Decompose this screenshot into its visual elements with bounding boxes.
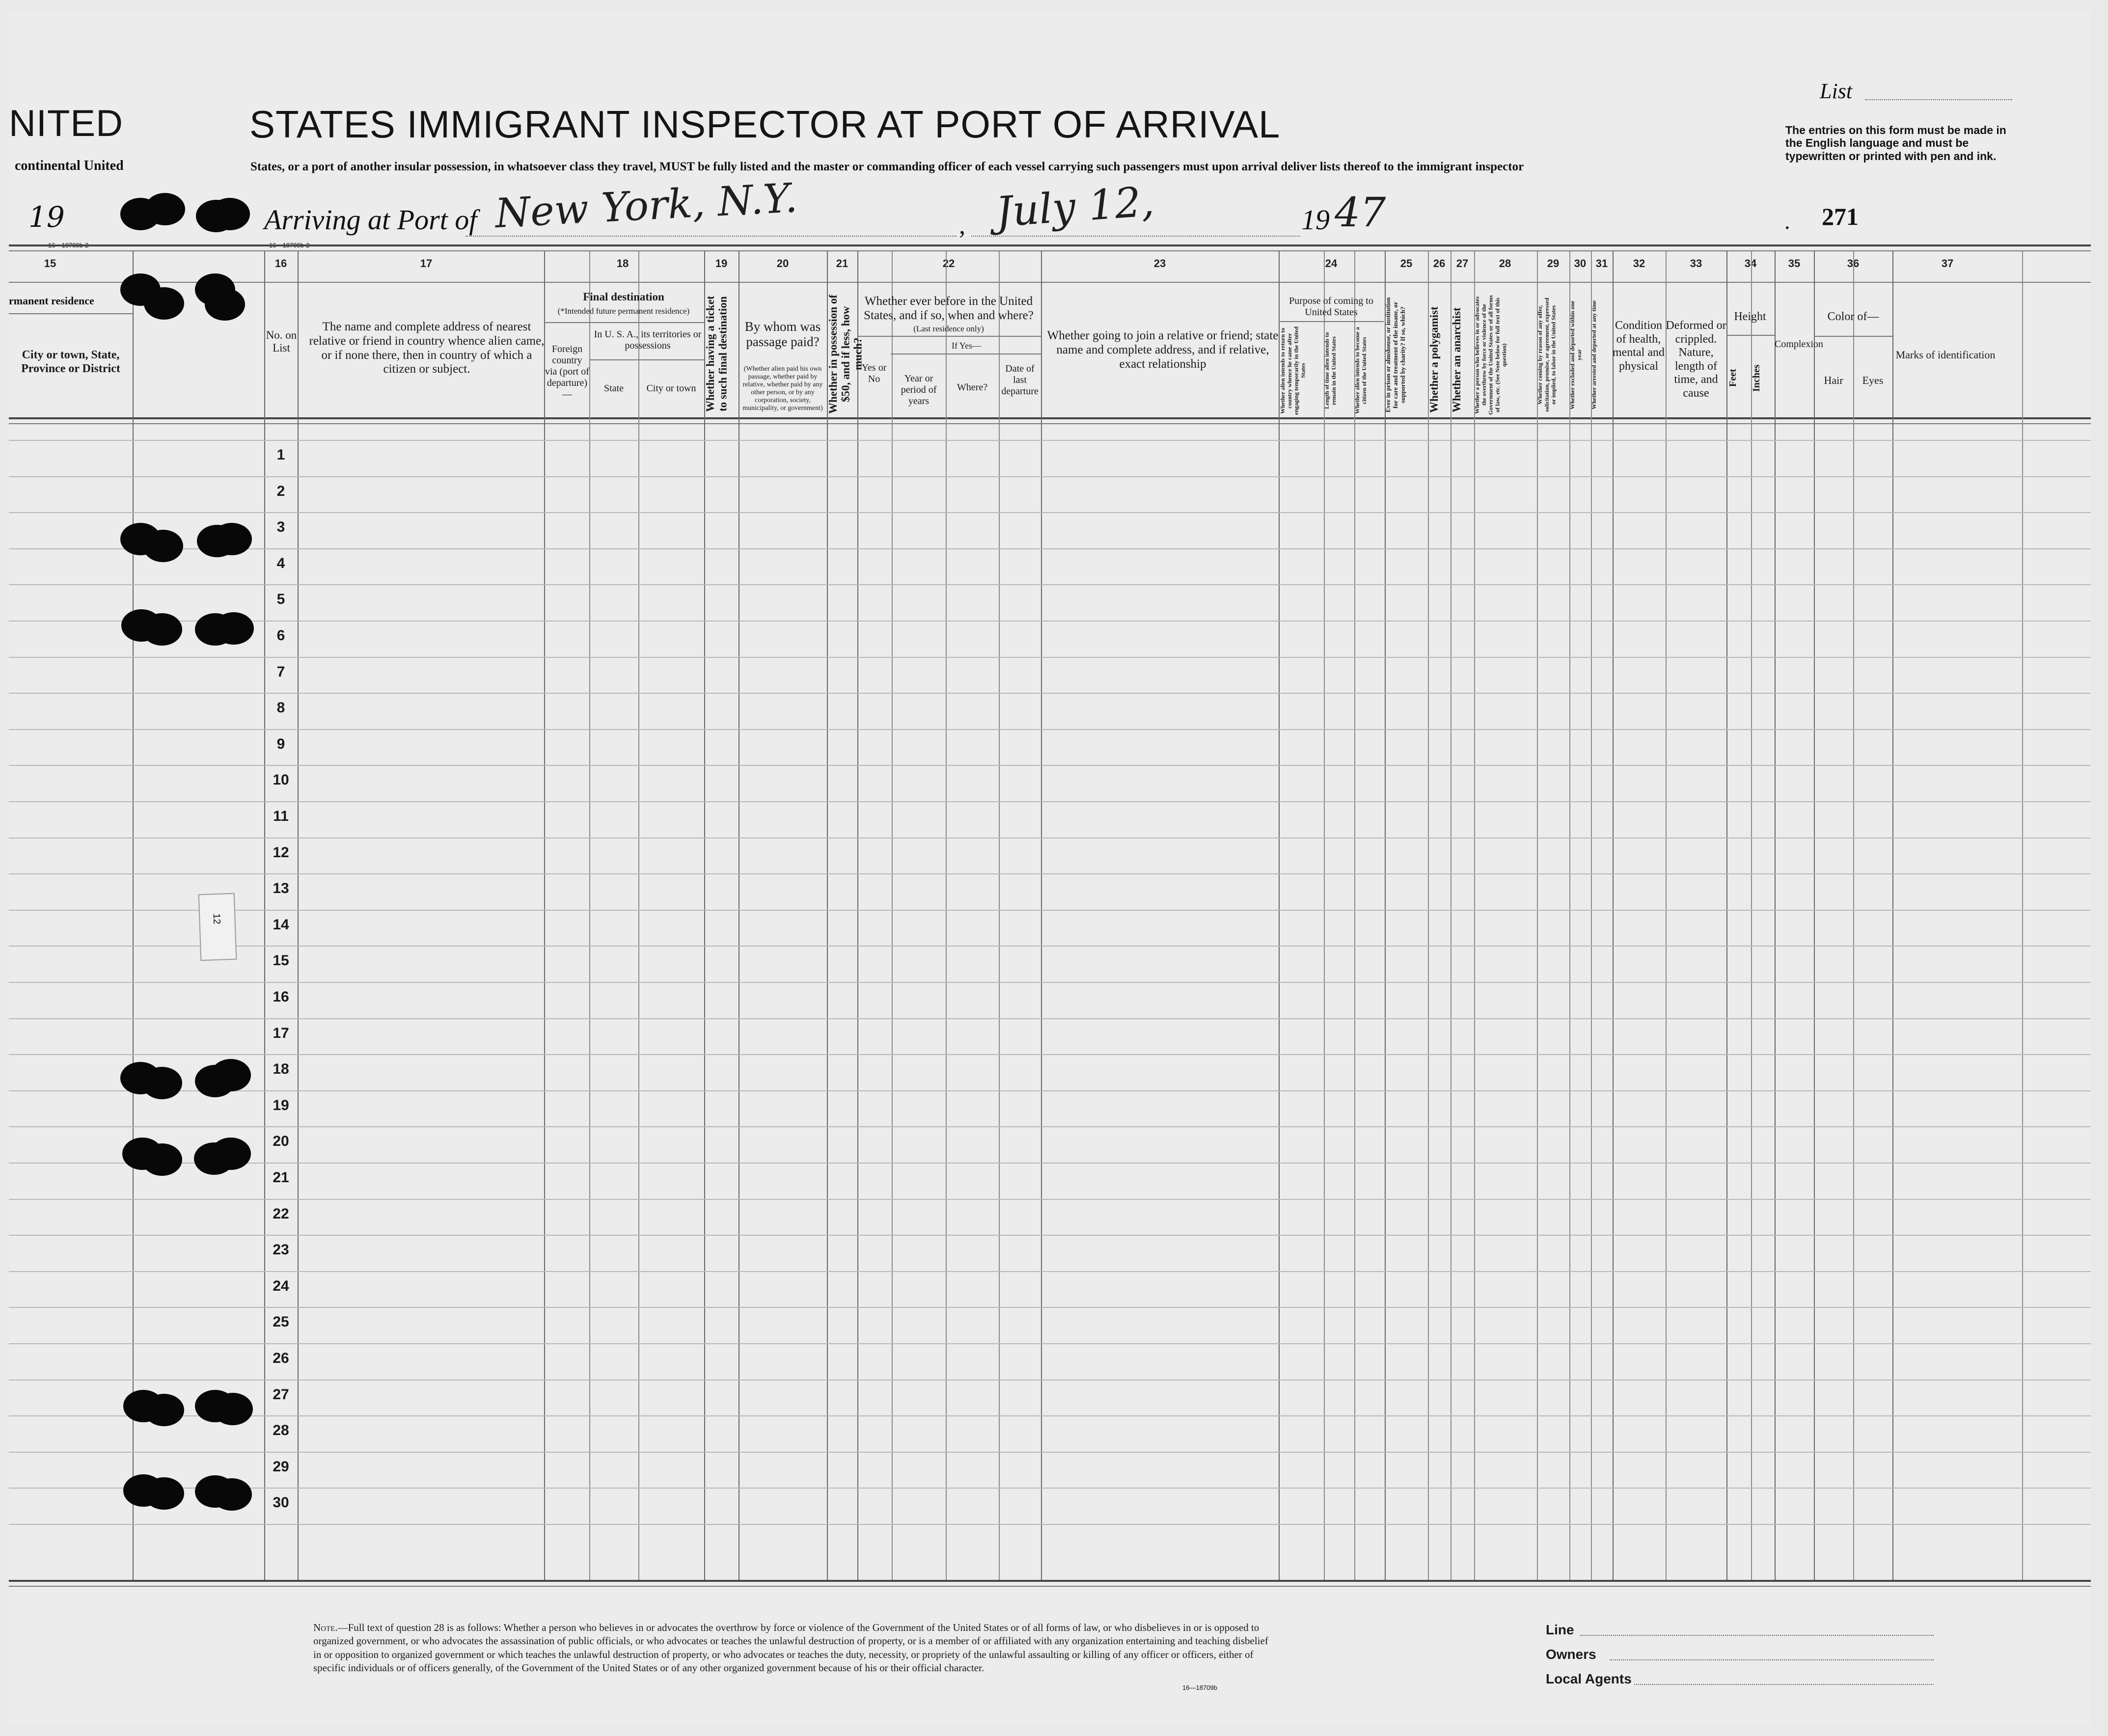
- c34-inches: Inches: [1751, 364, 1762, 392]
- column-line: [1666, 251, 1667, 1580]
- column-line: [544, 251, 545, 1580]
- column-number: 16: [274, 257, 287, 270]
- c18-rule: [544, 322, 704, 323]
- row-number: 22: [273, 1206, 289, 1222]
- table-bottom-rule: [9, 1580, 2091, 1582]
- c32-header: Condition of health, mental and physical: [1613, 319, 1665, 373]
- column-line: [1474, 251, 1475, 1580]
- c24-title: Purpose of coming to United States: [1289, 296, 1373, 318]
- column-line: [857, 251, 858, 1580]
- list-label: List: [1820, 79, 1853, 103]
- c19-header: Whether having a ticket to such final destination: [704, 296, 729, 412]
- column-number: 37: [1941, 257, 1954, 270]
- row-rule: [9, 1343, 2091, 1344]
- port-line: [465, 236, 957, 237]
- row-rule: [9, 1018, 2091, 1019]
- punch-hole: [212, 1478, 252, 1511]
- page-title: STATES IMMIGRANT INSPECTOR AT PORT OF ARRIVAL: [249, 103, 1281, 146]
- row-rule: [9, 440, 2091, 441]
- column-number: 19: [715, 257, 728, 270]
- colnum-rule: [9, 282, 2091, 283]
- row-rule: [9, 1054, 2091, 1055]
- c35-header: Complexion: [1775, 339, 1823, 350]
- row-rule: [9, 946, 2091, 947]
- column-number: 25: [1400, 257, 1413, 270]
- c20-title: By whom was passage paid?: [744, 319, 821, 350]
- column-line: [1324, 251, 1325, 1580]
- stamp-text: 12: [211, 913, 222, 925]
- column-line: [1726, 251, 1727, 1580]
- punch-hole: [214, 612, 254, 645]
- row-rule: [9, 1380, 2091, 1381]
- column-line: [827, 251, 828, 1580]
- stamp-box: [198, 893, 237, 961]
- row-rule: [9, 584, 2091, 585]
- column-line: [1354, 251, 1355, 1580]
- row-number: 13: [273, 880, 289, 896]
- agents-field: [1634, 1684, 1934, 1685]
- arriving-label: Arriving at Port of: [264, 204, 477, 236]
- row-rule: [9, 1163, 2091, 1164]
- punch-hole: [144, 1394, 184, 1426]
- c36-eyes: Eyes: [1862, 374, 1884, 386]
- c16-header: No. on List: [266, 329, 297, 354]
- punch-hole: [142, 1067, 182, 1099]
- left-title-fragment: NITED: [9, 103, 123, 144]
- column-number: 20: [776, 257, 789, 270]
- column-line: [1537, 251, 1538, 1580]
- row-rule: [9, 1307, 2091, 1308]
- column-number: 35: [1788, 257, 1801, 270]
- date-line: [971, 236, 1300, 237]
- port-handwritten: New York, N.Y.: [493, 174, 799, 238]
- date-handwritten: July 12,: [994, 177, 1156, 237]
- column-line: [704, 251, 705, 1580]
- column-line: [1853, 251, 1854, 1580]
- c27-header: Whether an anarchist: [1451, 307, 1463, 412]
- row-rule: [9, 1452, 2091, 1453]
- manifest-paper: [9, 10, 2091, 1726]
- row-rule: [9, 910, 2091, 911]
- row-number: 8: [276, 700, 285, 716]
- row-number: 28: [273, 1422, 289, 1438]
- punch-hole: [144, 287, 184, 320]
- row-number: 29: [273, 1459, 289, 1475]
- punch-hole: [212, 523, 252, 555]
- c22-yesno: Yes or No: [861, 362, 887, 384]
- left-sub-fragment: continental United: [15, 158, 124, 173]
- row-rule: [9, 621, 2091, 622]
- c18-usa: In U. S. A., its territories or possessions: [594, 329, 702, 351]
- column-line: [1751, 251, 1752, 1580]
- row-rule: [9, 1235, 2091, 1236]
- column-line: [1041, 251, 1042, 1580]
- column-number: 31: [1595, 257, 1608, 270]
- row-rule: [9, 873, 2091, 874]
- column-number: 30: [1574, 257, 1587, 270]
- list-number-line: [1865, 99, 2012, 100]
- c21-header: Whether in possession of $50, and if less, how much?: [827, 294, 864, 414]
- row-number: 17: [273, 1025, 289, 1041]
- punch-hole: [144, 1477, 184, 1510]
- column-number: 23: [1153, 257, 1166, 270]
- column-line: [892, 251, 893, 1580]
- c15-rule: [9, 313, 133, 314]
- punch-hole: [145, 193, 185, 225]
- row-rule: [9, 1126, 2091, 1127]
- c18-city: City or town: [646, 383, 696, 394]
- sheet-number: 271: [1822, 203, 1859, 230]
- comma-1: ,: [959, 212, 965, 240]
- column-number: 26: [1433, 257, 1446, 270]
- row-rule: [9, 657, 2091, 658]
- row-number: 19: [273, 1097, 289, 1113]
- punch-hole: [211, 1138, 251, 1170]
- c30-header: Whether excluded and deported within one year: [1569, 300, 1583, 409]
- c18-title: Final destination: [583, 291, 664, 303]
- row-number: 4: [276, 555, 285, 571]
- column-line: [999, 251, 1000, 1580]
- row-number: 9: [276, 736, 285, 752]
- row-rule: [9, 1524, 2091, 1525]
- header-bottom-rule-2: [9, 423, 2091, 424]
- row-rule: [9, 512, 2091, 513]
- column-line: [946, 251, 947, 1580]
- row-number: 25: [273, 1314, 289, 1330]
- c24-rule: [1279, 321, 1384, 322]
- c18-foreign: Foreign country via (port of departure)—: [545, 344, 589, 400]
- c36-hair: Hair: [1824, 374, 1843, 386]
- row-number: 11: [273, 808, 289, 824]
- c26-header: Whether a polygamist: [1428, 306, 1440, 413]
- c24-c: Whether alien intends to become a citizen of the United States: [1354, 327, 1368, 414]
- c17-header: The name and complete address of nearest relative or friend in country whence alien came, or if none there, then in country of which a citizen or subject.: [309, 320, 545, 376]
- year-handwritten: 47: [1335, 190, 1386, 236]
- c33-header: Deformed or crippled. Nature, length of time, and cause: [1666, 319, 1726, 400]
- column-line: [2022, 251, 2023, 1580]
- dot-mark: .: [1784, 209, 1790, 234]
- c24-b: Length of time alien intends to remain in the United States: [1323, 332, 1337, 409]
- row-number: 1: [276, 447, 285, 463]
- row-rule: [9, 801, 2091, 802]
- c23-header: Whether going to join a relative or friend; state name and complete address, and if relative, exact relationship: [1047, 329, 1279, 371]
- column-number: 27: [1456, 257, 1469, 270]
- row-number: 5: [276, 591, 285, 607]
- row-number: 20: [273, 1133, 289, 1149]
- row-number: 15: [273, 952, 289, 969]
- row-number: 16: [273, 989, 289, 1005]
- column-line: [638, 251, 639, 1580]
- c22-where: Where?: [957, 382, 988, 393]
- column-line: [1814, 251, 1815, 1580]
- c18-usa-rule: [589, 359, 704, 360]
- row-rule: [9, 476, 2091, 477]
- c34-rule: [1726, 335, 1775, 336]
- row-rule: [9, 548, 2091, 549]
- c28-header: Whether a person who believes in or advocates the overthrow by force or violence of the Government of the United States or of all forms of law, etc. (See Note below for full text of this question): [1474, 295, 1508, 415]
- c24-a: Whether alien intends to return to country whence he came after engaging temporarily in the United States: [1279, 326, 1307, 415]
- punch-hole: [211, 1059, 251, 1091]
- column-number: 33: [1690, 257, 1702, 270]
- c31-header: Whether arrested and deported at any time: [1590, 300, 1597, 410]
- punch-hole: [210, 198, 250, 230]
- column-number: 29: [1547, 257, 1560, 270]
- column-number: 32: [1633, 257, 1645, 270]
- c15-header: City or town, State, Province or District: [21, 349, 120, 375]
- column-line: [298, 251, 299, 1580]
- punch-hole: [142, 1143, 182, 1176]
- column-number: 28: [1499, 257, 1511, 270]
- row-number: 7: [276, 664, 285, 680]
- column-line: [1775, 251, 1776, 1580]
- row-rule: [9, 982, 2091, 983]
- owners-label: Owners: [1546, 1647, 1596, 1662]
- column-line: [1591, 251, 1592, 1580]
- c25-header: Ever in prison or almshouse, or institution for care and treatment of the insane, or supported by charity? If so, which?: [1384, 297, 1406, 413]
- column-number: 34: [1744, 257, 1757, 270]
- c15-top: rmanent residence: [9, 295, 94, 307]
- c18-state: State: [604, 383, 624, 394]
- top-rule: [9, 244, 2091, 246]
- row-number: 2: [276, 483, 285, 499]
- row-rule: [9, 1199, 2091, 1200]
- row-rule: [9, 1090, 2091, 1091]
- column-number: 21: [836, 257, 849, 270]
- top-rule-2: [9, 250, 2091, 251]
- c22-rule: [857, 336, 1041, 337]
- row-number: 21: [273, 1169, 289, 1186]
- header-bottom-rule: [9, 417, 2091, 419]
- c22-years: Year or period of years: [901, 373, 937, 407]
- table-bottom-rule-2: [9, 1586, 2091, 1587]
- footer-form-code: 16—18709b: [1182, 1684, 1217, 1691]
- row-number: 30: [273, 1494, 289, 1511]
- c37-header: Marks of identification: [1895, 349, 1996, 361]
- punch-hole: [142, 613, 182, 646]
- column-line: [264, 251, 265, 1580]
- line-label: Line: [1546, 1622, 1574, 1637]
- column-line: [1279, 251, 1280, 1580]
- line-field: [1580, 1635, 1934, 1636]
- page-subtitle: States, or a port of another insular possession, in whatsoever class they travel, MUST be fully listed and the master or commanding officer of each vessel carrying such passengers must upon arrival deliver lists thereof to the immigrant inspector: [250, 160, 1524, 173]
- c22-date: Date of last departure: [1001, 363, 1039, 397]
- row-rule: [9, 1488, 2091, 1489]
- column-line: [589, 251, 590, 1580]
- c20-note: (Whether alien paid his own passage, whether paid by relative, whether paid by any other person, or by any corporation, society, municipality, or government): [742, 365, 823, 412]
- row-rule: [9, 838, 2091, 839]
- entries-note: The entries on this form must be made in the English language and must be typewritten or printed with pen and ink.: [1785, 124, 2006, 163]
- column-line: [1428, 251, 1429, 1580]
- row-number: 6: [276, 627, 285, 644]
- note-label: Note.: [313, 1622, 338, 1633]
- punch-hole: [143, 530, 183, 562]
- row-rule: [9, 693, 2091, 694]
- c18-sub: (*Intended future permanent residence): [557, 306, 690, 316]
- column-line: [1569, 251, 1570, 1580]
- c36-title: Color of—: [1827, 310, 1879, 323]
- row-number: 18: [273, 1061, 289, 1077]
- punch-hole: [205, 288, 245, 321]
- column-number: 15: [44, 257, 56, 270]
- row-number: 10: [273, 772, 289, 788]
- note-text: —Full text of question 28 is as follows: Whether a person who believes in or advocates the overthrow by force or violence of the Government of the United States or of all forms of law, or who disbelieves in or is opposed to organized government, or who advocates the assassination of public officials, or who advocates or teaches the unlawful destruction of property, or is a member of or affiliated with any organization entertaining and teaching disbelief in or opposition to organized government or which teaches the unlawful destruction of property, or who advocates or teaches the duty, necessity, or propriety of the unlawful assaulting or killing of any officer or officers, either of specific individuals or of officers generally, of the Government of the United States or of any other organized government because of his or their official character.: [313, 1622, 1268, 1674]
- c22-ifyes: If Yes—: [951, 341, 981, 351]
- column-number: 17: [420, 257, 433, 270]
- column-number: 18: [616, 257, 629, 270]
- c22-title: Whether ever before in the United States, and if so, when and where?: [864, 295, 1034, 322]
- punch-hole: [213, 1393, 253, 1425]
- form-code-b: 16—18709b-2: [269, 242, 310, 249]
- row-rule: [9, 1271, 2091, 1272]
- c22-ifyes-rule: [891, 353, 1041, 354]
- row-number: 14: [273, 917, 289, 933]
- column-line: [133, 251, 134, 1580]
- row-number: 27: [273, 1386, 289, 1403]
- row-rule: [9, 1415, 2091, 1416]
- c36-rule: [1814, 336, 1892, 337]
- agents-label: Local Agents: [1546, 1671, 1632, 1686]
- year-label: 19: [1301, 204, 1330, 236]
- row-number: 12: [273, 844, 289, 861]
- column-number: 36: [1847, 257, 1860, 270]
- column-line: [1613, 251, 1614, 1580]
- form-code-a: 16—18709b-2: [48, 242, 89, 249]
- column-line: [1385, 251, 1386, 1580]
- footnote: [313, 1621, 1276, 1675]
- c29-header: Whether coming by reason of any offer, solicitation, promise, or agreement, expressed or implied, to labor in the United States: [1536, 298, 1557, 412]
- c34-title: Height: [1734, 310, 1766, 323]
- c22-sub: (Last residence only): [913, 324, 984, 333]
- column-number: 22: [942, 257, 955, 270]
- owners-field: [1610, 1659, 1934, 1660]
- row-rule: [9, 729, 2091, 730]
- row-number: 24: [273, 1278, 289, 1294]
- year-prefix: 19: [28, 200, 65, 234]
- c34-feet: Feet: [1727, 369, 1738, 387]
- row-rule: [9, 765, 2091, 766]
- row-number: 3: [276, 519, 285, 535]
- column-line: [1892, 251, 1893, 1580]
- column-number: 24: [1325, 257, 1338, 270]
- row-number: 26: [273, 1350, 289, 1366]
- row-number: 23: [273, 1242, 289, 1258]
